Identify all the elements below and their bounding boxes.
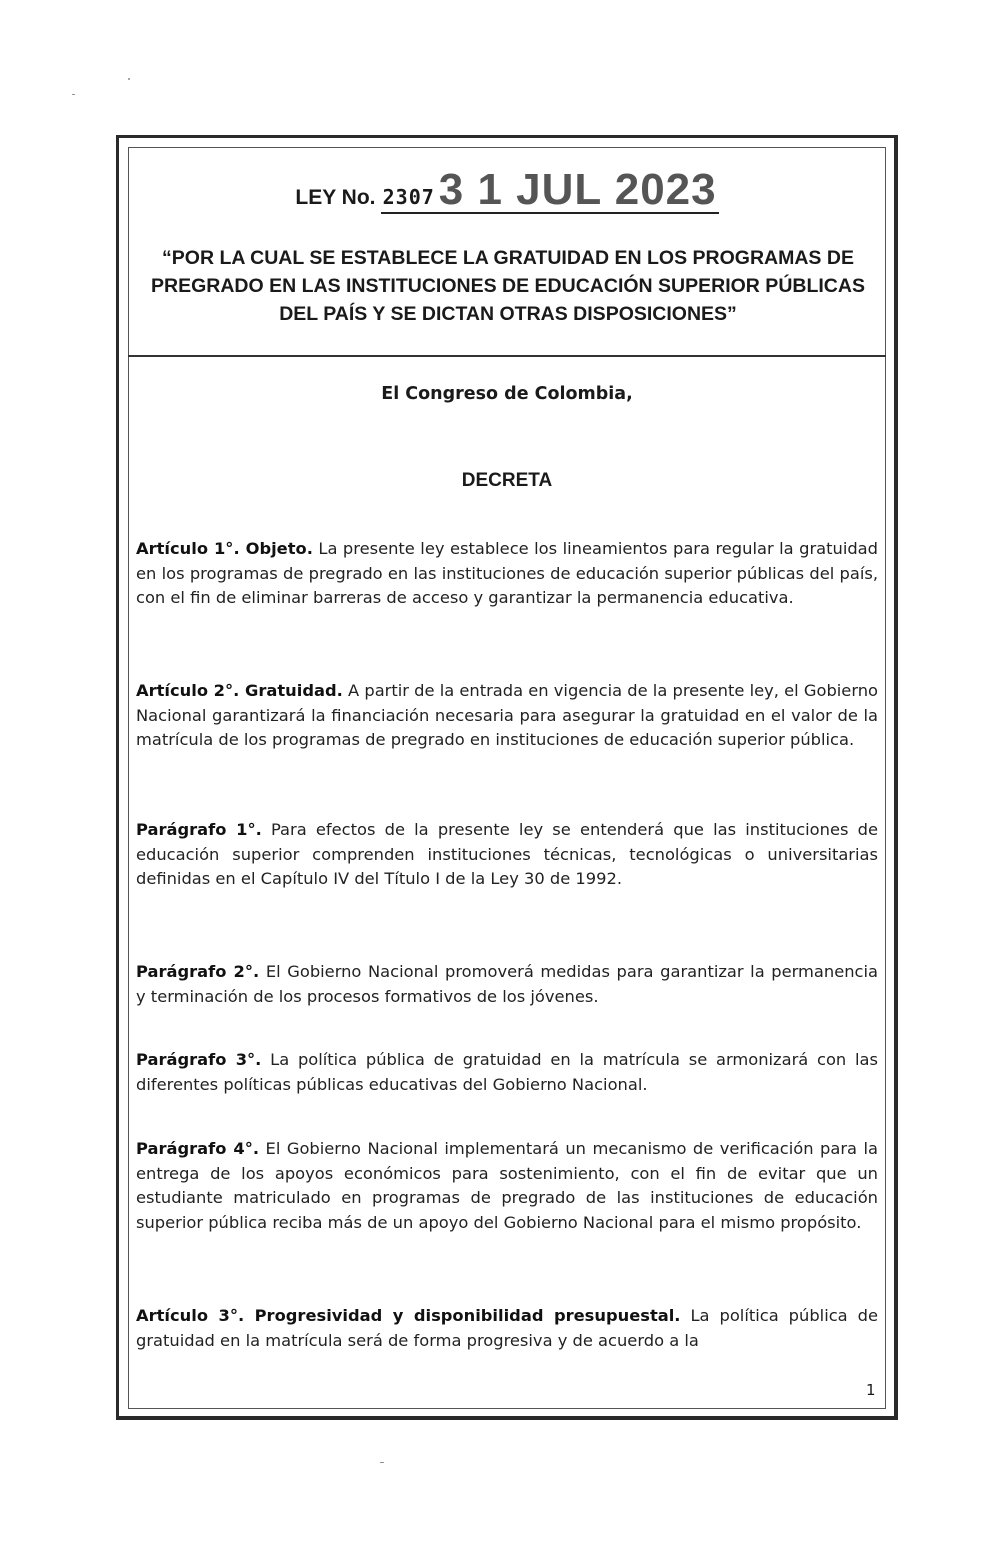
article-text: La presente ley establece los lineamientos para regular la gratuidad en los programas de pregrado en las instituciones de educación superior públicas del país, con el fin de eliminar barreras de acceso y garantizar la permanencia educativa. <box>136 539 878 608</box>
article-heading: Artículo 3°. Progresividad y disponibilidad presupuestal. <box>136 1306 681 1325</box>
issuer: El Congreso de Colombia, <box>381 384 633 404</box>
paragraph-text: Para efectos de la presente ley se entenderá que las instituciones de educación superior comprenden instituciones técnicas, tecnológicas o universitarias definidas en el Capítulo IV del Título I de la Ley 30 de 1992. <box>136 820 878 889</box>
paragraph-heading: Parágrafo 2°. <box>136 962 260 981</box>
header-divider <box>128 355 886 357</box>
paragraph-text: La política pública de gratuidad en la matrícula se armonizará con las diferentes políticas públicas educativas del Gobierno Nacional. <box>136 1050 878 1094</box>
paragraph-text: El Gobierno Nacional implementará un mecanismo de verificación para la entrega de los apoyos económicos para sostenimiento, con el fin de evitar que un estudiante matriculado en programas de pregrado de las instituciones de educación superior pública reciba más de un apoyo del Gobierno Nacional para el mismo propósito. <box>136 1139 878 1232</box>
paragraph-1 <box>136 818 878 892</box>
paragraph-heading: Parágrafo 1°. <box>136 820 262 839</box>
scan-speck <box>128 78 130 80</box>
law-number: 2307 <box>382 185 435 209</box>
page-number: 1 <box>866 1381 876 1399</box>
scan-speck <box>72 94 75 95</box>
law-title: “POR LA CUAL SE ESTABLECE LA GRATUIDAD EN LOS PROGRAMAS DE PREGRADO EN LAS INSTITUCIONES DE EDUCACIÓN SUPERIOR PÚBLICAS DEL PAÍS Y SE DICTAN OTRAS DISPOSICIONES” <box>151 247 865 325</box>
paragraph-2 <box>136 960 878 1009</box>
paragraph-text: El Gobierno Nacional promoverá medidas para garantizar la permanencia y terminación de los procesos formativos de los jóvenes. <box>136 962 878 1006</box>
decree-heading: DECRETA <box>461 470 553 491</box>
article-heading: Artículo 1°. Objeto. <box>136 539 313 558</box>
law-date-stamp: 3 1 JUL 2023 <box>438 165 717 214</box>
article-3 <box>136 1304 878 1353</box>
paragraph-heading: Parágrafo 4°. <box>136 1139 260 1158</box>
law-number-field <box>381 165 719 214</box>
scan-speck <box>380 1462 384 1463</box>
law-number-line <box>128 165 886 214</box>
paragraph-heading: Parágrafo 3°. <box>136 1050 262 1069</box>
article-text: La política pública de gratuidad en la matrícula será de forma progresiva y de acuerdo a la <box>136 1306 878 1350</box>
paragraph-4 <box>136 1137 878 1235</box>
article-2 <box>136 679 878 753</box>
paragraph-3 <box>136 1048 878 1097</box>
article-1 <box>136 537 878 611</box>
article-text: A partir de la entrada en vigencia de la presente ley, el Gobierno Nacional garantizará la financiación necesaria para asegurar la gratuidad en el valor de la matrícula de los programas de pregrado en instituciones de educación superior pública. <box>136 681 879 750</box>
law-label: LEY No. <box>295 186 376 209</box>
article-heading: Artículo 2°. Gratuidad. <box>136 681 343 700</box>
